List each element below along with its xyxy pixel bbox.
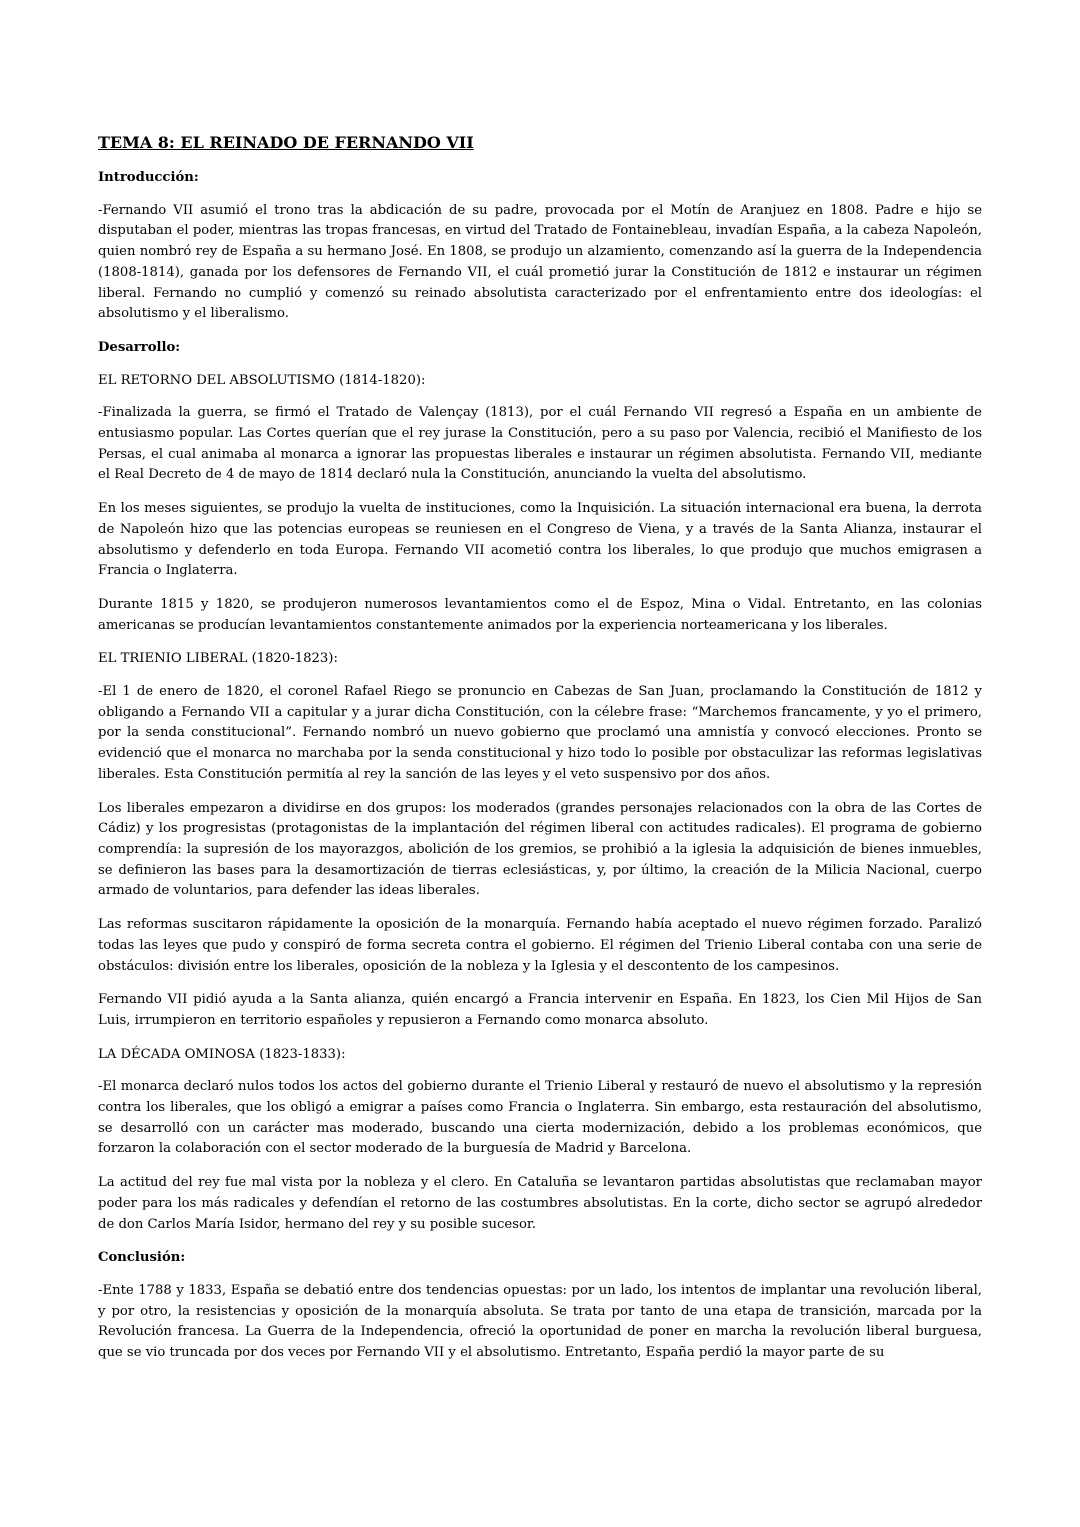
paragraph: -El monarca declaró nulos todos los actos del gobierno durante el Trienio Liberal y restauró de nuevo el absolutismo y la represión contra los liberales, que los obligó a emigrar a países como Francia o Inglaterra. Sin embargo, esta restauración del absolutismo, se desarrolló con un carácter mas moderado, buscando una cierta modernización, debido a los problemas económicos, que forzaron la colaboración con el sector moderado de la burguesía de Madrid y Barcelona. [98, 1079, 982, 1157]
development-heading: Desarrollo: [98, 339, 181, 355]
document-page [98, 132, 982, 1377]
paragraph: -El 1 de enero de 1820, el coronel Rafael Riego se pronuncio en Cabezas de San Juan, proclamando la Constitución de 1812 y obligando a Fernando VII a capitular y a jurar dicha Constitución, con la célebre frase: “Marchemos francamente, y yo el primero, por la senda constitucional”. Fernando nombró un nuevo gobierno que proclamó una amnistía y convocó elecciones. Pronto se evidenció que el monarca no marchaba por la senda constitucional y hizo todo lo posible por obstaculizar las reformas legislativas liberales. Esta Constitución permitía al rey la sanción de las leyes y el veto suspensivo por dos años. [98, 684, 982, 782]
paragraph: Fernando VII pidió ayuda a la Santa alianza, quién encargó a Francia intervenir en España. En 1823, los Cien Mil Hijos de San Luis, irrumpieron en territorio españoles y repusieron a Fernando como monarca absoluto. [98, 992, 982, 1028]
paragraph: Durante 1815 y 1820, se produjeron numerosos levantamientos como el de Espoz, Mina o Vidal. Entretanto, en las colonias americanas se producían levantamientos constantemente animados por la experiencia norteamericana y los liberales. [98, 596, 982, 633]
paragraph: La actitud del rey fue mal vista por la nobleza y el clero. En Cataluña se levantaron partidas absolutistas que reclamaban mayor poder para los más radicales y defendían el retorno de las costumbres absolutistas. En la corte, dicho sector se agrupó alrededor de don Carlos María Isidor, hermano del rey y su posible sucesor. [98, 1175, 982, 1232]
paragraph: -Finalizada la guerra, se firmó el Tratado de Valençay (1813), por el cuál Fernando VII regresó a España en un ambiente de entusiasmo popular. Las Cortes querían que el rey jurase la Constitución, pero a su paso por Valencia, recibió el Manifiesto de los Persas, el cual animaba al monarca a ignorar las propuestas liberales e instaurar un régimen absolutista. Fernando VII, mediante el Real Decreto de 4 de mayo de 1814 declaró nula la Constitución, anunciando la vuelta del absolutismo. [98, 405, 982, 483]
paragraph: Las reformas suscitaron rápidamente la oposición de la monarquía. Fernando había aceptado el nuevo régimen forzado. Paralizó todas las leyes que pudo y conspiró de forma secreta contra el gobierno. El régimen del Trienio Liberal contaba con una serie de obstáculos: división entre los liberales, oposición de la nobleza y la Iglesia y el descontento de los campesinos. [98, 917, 982, 974]
section-title-decada: LA DÉCADA OMINOSA (1823-1833): [98, 1046, 346, 1062]
section-title-trienio: EL TRIENIO LIBERAL (1820-1823): [98, 651, 338, 667]
section-title-retorno: EL RETORNO DEL ABSOLUTISMO (1814-1820): [98, 372, 426, 388]
conclusion-heading: Conclusión: [98, 1250, 186, 1266]
conclusion-paragraph: -Ente 1788 y 1833, España se debatió entre dos tendencias opuestas: por un lado, los intentos de implantar una revolución liberal, y por otro, la resistencias y oposición de la monarquía absoluta. Se trata por tanto de una etapa de transición, marcada por la Revolución francesa. La Guerra de la Independencia, ofreció la oportunidad de poner en marcha la revolución liberal burguesa, que se vio truncada por dos veces por Fernando VII y el absolutismo. Entretanto, España perdió la mayor parte de su [98, 1282, 982, 1361]
paragraph: En los meses siguientes, se produjo la vuelta de instituciones, como la Inquisición. La situación internacional era buena, la derrota de Napoleón hizo que las potencias europeas se reuniesen en el Congreso de Viena, y a través de la Santa Alianza, instaurar el absolutismo y defenderlo en toda Europa. Fernando VII acometió contra los liberales, lo que produjo que muchos emigrasen a Francia o Inglaterra. [98, 501, 982, 579]
intro-heading: Introducción: [98, 170, 199, 185]
document-title: TEMA 8: EL REINADO DE FERNANDO VII [98, 133, 474, 152]
intro-paragraph: -Fernando VII asumió el trono tras la abdicación de su padre, provocada por el Motín de Aranjuez en 1808. Padre e hijo se disputaban el poder, mientras las tropas francesas, en virtud del Tratado de Fontainebleau, invadían España, a la cabeza Napoleón, quien nombró rey de España a su hermano José. En 1808, se produjo un alzamiento, comenzando así la guerra de la Independencia (1808-1814), ganada por los defensores de Fernando VII, el cuál prometió jurar la Constitución de 1812 e instaurar un régimen liberal. Fernando no cumplió y comenzó su reinado absolutista caracterizado por el enfrentamiento entre dos ideologías: el absolutismo y el liberalismo. [98, 202, 982, 322]
paragraph: Los liberales empezaron a dividirse en dos grupos: los moderados (grandes personajes relacionados con la obra de las Cortes de Cádiz) y los progresistas (protagonistas de la implantación del régimen liberal con actitudes radicales). El programa de gobierno comprendía: la supresión de los mayorazgos, abolición de los gremios, se prohibió a la iglesia la adquisición de bienes inmuebles, se definieron las bases para la desamortización de tierras eclesiásticas, y, por último, la creación de la Milicia Nacional, cuerpo armado de voluntarios, para defender las ideas liberales. [98, 800, 982, 899]
